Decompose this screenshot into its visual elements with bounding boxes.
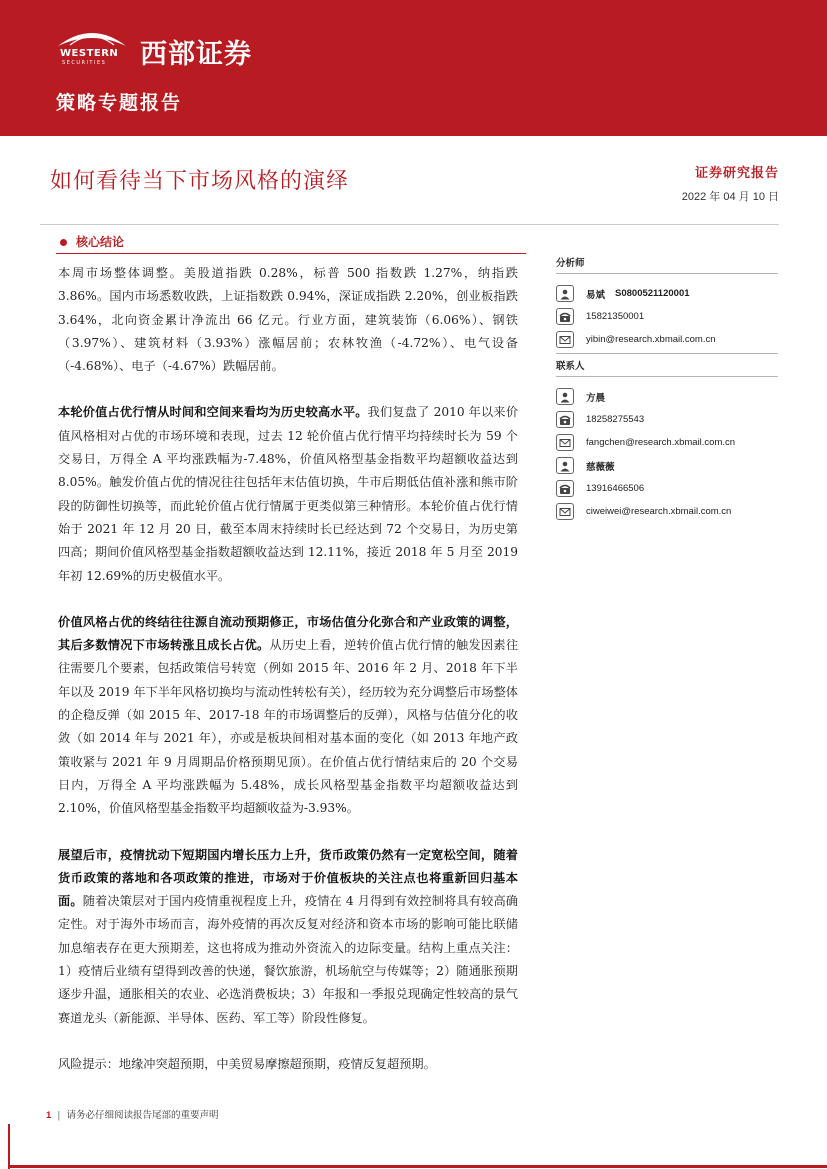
phone-icon (556, 411, 574, 428)
analyst-heading: 分析师 (556, 255, 778, 274)
email-icon (556, 503, 574, 520)
paragraph-value-end-lead: 价值风格占优的终结往往源自流动预期修正，市场估值分化弥合和产业政策的调整，其后多数情况下市场转涨且成长占优。 (58, 614, 518, 653)
analyst-phone-row (556, 305, 778, 328)
report-kind: 策略专题报告 (56, 92, 183, 114)
body-column (58, 262, 518, 1076)
paragraph-outlook-lead: 展望后市，疫情扰动下短期国内增长压力上升，货币政策仍然有一定宽松空间，随着货币政策的落地和各项政策的推进，市场对于价值板块的关注点也将重新回归基本面。 (58, 847, 518, 909)
paragraph-value-end-text: 从历史上看，逆转价值占优行情的触发因素往往需要几个要素，包括政策信号转宽（例如 2015 年、2016 年 2 月、2018 年下半年以及 2019 年下半年风格切换均与流动性转松有关），经历较为充分调整后市场整体的企稳反弹（如 2015 年、2017-18 年的市场调整后的反弹），风格与估值分化的收敛（如 2014 年与 2021 年），亦或是板块间相对基本面的变化（如 2013 年地产政策收紧与 2021 年 9 月周期品价格预期见顶）。在价值占优行情结束后的 20 个交易日内，万得全 A 平均涨跌幅为 5.48%，成长风格型基金指数平均超额收益达到 2.10%，价值风格型基金指数平均超额收益为-3.93%。 (58, 638, 519, 816)
analyst-cert-number: S0800521120001 (615, 288, 690, 299)
contact-name-row (556, 454, 778, 477)
corner-accent-vertical (8, 1124, 10, 1169)
analyst-name-row (556, 282, 778, 305)
sidebar-divider (556, 351, 778, 354)
contact-email-row (556, 500, 778, 523)
report-type: 证券研究报告 (694, 166, 779, 181)
paragraph-outlook (58, 844, 518, 1030)
phone-icon (556, 480, 574, 497)
paragraph-value-cycle-lead: 本轮价值占优行情从时间和空间来看均为历史较高水平。 (58, 405, 368, 420)
analyst-email[interactable]: yibin@research.xbmail.com.cn (586, 334, 716, 345)
paragraph-market-summary: 本周市场整体调整。美股道指跌 0.28%，标普 500 指数跌 1.27%，纳指跌 3.86%。国内市场悉数收跌，上证指数跌 0.94%，深证成指跌 2.20%，创业板指跌 3.64%，北向资金累计净流出 66 亿元。行业方面，建筑装饰（6.06%）、钢铁（3.97%）、建筑材料（3.93%）涨幅居前；农林牧渔（-4.72%）、电气设备（-4.68%）、电子（-4.67%）跌幅居前。 (58, 266, 518, 374)
paragraph-value-cycle-text: 我们复盘了 2010 年以来价值风格相对占优的市场环境和表现，过去 12 轮价值占优行情平均持续时长为 59 个交易日，万得全 A 平均涨跌幅为-7.48%，价值风格型基金指数平均超额收益达到 8.05%。触发价值占优的情况往往包括年末估值切换，牛市后期低估值补涨和熊市阶段的防御性切换等，而此轮价值占优行情属于更类似第三种情形。本轮价值占优行情始于 2021 年 12 月 20 日，截至本周末持续时长已经达到 72 个交易日，为历史第四高；期间价值风格型基金指数超额收益达到 12.11%，接近 2018 年 5 月至 2019 年初 12.69%的历史极值水平。 (58, 405, 519, 583)
paragraph-value-end (58, 611, 518, 821)
contact-phone: 13916466506 (586, 483, 645, 494)
person-icon (556, 388, 574, 405)
page-number: 1 (46, 1110, 52, 1121)
contact-name: 方晨 (586, 392, 606, 404)
email-icon (556, 331, 574, 348)
person-icon (556, 457, 574, 474)
header-band (0, 0, 827, 136)
analyst-phone: 15821350001 (586, 311, 645, 322)
contact-email-row (556, 431, 778, 454)
analyst-name: 易斌 (586, 289, 606, 301)
contact-heading: 联系人 (556, 358, 778, 377)
page-footer (46, 1107, 219, 1121)
contact-name: 慈薇薇 (586, 461, 615, 473)
analyst-email-row (556, 328, 778, 351)
contact-sidebar (556, 255, 778, 523)
contact-phone: 18258275543 (586, 414, 645, 425)
title-divider (40, 224, 779, 225)
corner-accent-horizontal (8, 1165, 827, 1168)
logo-en-sub-text: SECURITIES (62, 60, 107, 66)
section-header (56, 230, 526, 254)
report-date: 2022 年 04 月 10 日 (681, 191, 779, 203)
email-icon (556, 434, 574, 451)
contact-email[interactable]: ciweiwei@research.xbmail.com.cn (586, 506, 732, 517)
footer-separator: | (57, 1110, 61, 1121)
footer-disclaimer: 请务必仔细阅读报告尾部的重要声明 (66, 1110, 219, 1121)
contact-phone-row (556, 408, 778, 431)
paragraph-outlook-text: 随着决策层对于国内疫情重视程度上升，疫情在 4 月得到有效控制将具有较高确定性。对于海外市场而言，海外疫情的再次反复对经济和资本市场的影响可能比联储加息缩表存在更大预期差，这也将成为推动外资流入的边际变量。结构上重点关注：1）疫情后业绩有望得到改善的快递，餐饮旅游，机场航空与传媒等；2）随通胀预期逐步升温，通胀相关的农业、必选消费板块；3）年报和一季报兑现确定性较高的景气赛道龙头（新能源、半导体、医药、军工等）阶段性修复。 (58, 894, 518, 1025)
person-icon (556, 285, 574, 302)
logo-en-text: WESTERN (60, 48, 119, 59)
contact-phone-row (556, 477, 778, 500)
logo-arc-icon (56, 26, 128, 48)
section-title: 核心结论 (76, 235, 125, 249)
page-title: 如何看待当下市场风格的演绎 (50, 169, 350, 194)
contact-name-row (556, 385, 778, 408)
logo-cn-text: 西部证券 (140, 39, 252, 70)
paragraph-risk: 风险提示：地缘冲突超预期，中美贸易摩擦超预期，疫情反复超预期。 (58, 1056, 436, 1071)
paragraph-value-cycle (58, 401, 518, 587)
contact-email[interactable]: fangchen@research.xbmail.com.cn (586, 437, 736, 448)
bullet-dot-icon (60, 239, 67, 246)
phone-icon (556, 308, 574, 325)
